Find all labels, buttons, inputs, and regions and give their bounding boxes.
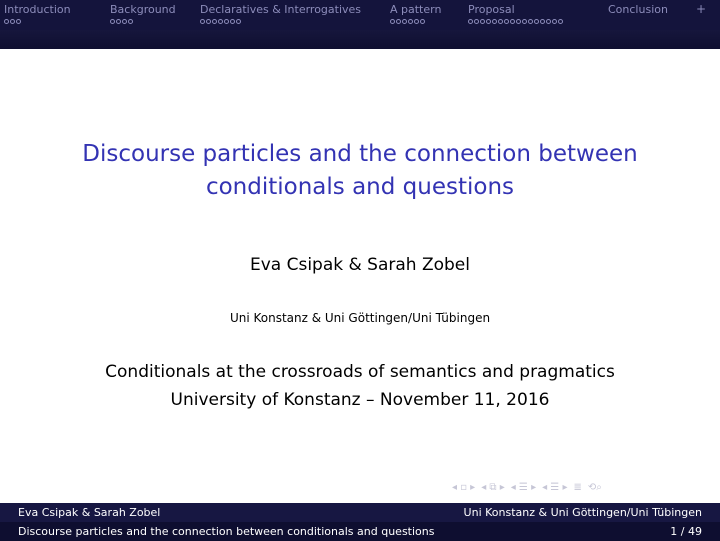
frame-dot[interactable] xyxy=(552,19,557,24)
frame-dot[interactable] xyxy=(200,19,205,24)
frame-dot[interactable] xyxy=(4,19,9,24)
frame-dot[interactable] xyxy=(546,19,551,24)
frame-dot[interactable] xyxy=(420,19,425,24)
frame-dot[interactable] xyxy=(492,19,497,24)
frame-dot[interactable] xyxy=(528,19,533,24)
frame-back-icon[interactable]: ◂ ▫ ▸ xyxy=(452,482,476,493)
frame-dot[interactable] xyxy=(128,19,133,24)
slide-institute: Uni Konstanz & Uni Göttingen/Uni Tübingen xyxy=(229,311,491,325)
footer-info-bar xyxy=(0,503,720,522)
frame-dot[interactable] xyxy=(510,19,515,24)
frame-dot[interactable] xyxy=(122,19,127,24)
nav-plus-icon[interactable]: + xyxy=(696,2,707,16)
section-nav-icon[interactable]: ◂ ☰ ▸ xyxy=(510,482,537,493)
nav-dots-declaratives-interrogatives[interactable] xyxy=(200,19,241,24)
frame-dot[interactable] xyxy=(402,19,407,24)
frame-dot[interactable] xyxy=(218,19,223,24)
frame-dot[interactable] xyxy=(16,19,21,24)
presentation-nav-icon[interactable]: ◂ ☰ ▸ xyxy=(542,482,568,493)
toc-icon[interactable]: ≣ xyxy=(573,482,582,493)
frame-dot[interactable] xyxy=(224,19,229,24)
nav-section-background[interactable]: Background xyxy=(110,3,176,16)
frame-dot[interactable] xyxy=(534,19,539,24)
subsection-nav-icon[interactable]: ◂ ⧉ ▸ xyxy=(481,482,505,493)
frame-dot[interactable] xyxy=(498,19,503,24)
frame-dot[interactable] xyxy=(230,19,235,24)
footer-authors: Eva Csipak & Sarah Zobel xyxy=(18,506,161,519)
nav-section-conclusion[interactable]: Conclusion xyxy=(608,3,668,16)
nav-section-proposal[interactable]: Proposal xyxy=(468,3,515,16)
frame-dot[interactable] xyxy=(206,19,211,24)
nav-section-declaratives-interrogatives[interactable]: Declaratives & Interrogatives xyxy=(200,3,362,16)
frame-dot[interactable] xyxy=(540,19,545,24)
frame-dot[interactable] xyxy=(522,19,527,24)
footer-institute: Uni Konstanz & Uni Göttingen/Uni Tübingen xyxy=(463,506,702,519)
footer-title-bar xyxy=(0,522,720,541)
nav-dots-introduction[interactable] xyxy=(4,19,21,24)
frame-dot[interactable] xyxy=(212,19,217,24)
frame-dot[interactable] xyxy=(468,19,473,24)
nav-dots-background[interactable] xyxy=(110,19,133,24)
frame-dot[interactable] xyxy=(558,19,563,24)
header-navigation-bar xyxy=(0,0,720,30)
frame-dot[interactable] xyxy=(474,19,479,24)
nav-dots-a-pattern[interactable] xyxy=(390,19,425,24)
frame-dot[interactable] xyxy=(414,19,419,24)
slide-title-line-2: conditionals and questions xyxy=(205,174,515,200)
slide-authors: Eva Csipak & Sarah Zobel xyxy=(249,255,470,275)
frame-dot[interactable] xyxy=(516,19,521,24)
slide-event xyxy=(0,358,720,414)
frame-dot[interactable] xyxy=(408,19,413,24)
nav-dots-proposal[interactable] xyxy=(468,19,563,24)
frame-dot[interactable] xyxy=(390,19,395,24)
frame-dot[interactable] xyxy=(396,19,401,24)
frame-dot[interactable] xyxy=(236,19,241,24)
frame-dot[interactable] xyxy=(504,19,509,24)
slide-title-line-1: Discourse particles and the connection between xyxy=(82,141,638,167)
footer-title: Discourse particles and the connection between conditionals and questions xyxy=(18,525,435,538)
nav-section-introduction[interactable]: Introduction xyxy=(4,3,71,16)
frame-dot[interactable] xyxy=(110,19,115,24)
search-icon[interactable]: ⟲⌕ xyxy=(587,482,602,493)
beamer-navigation-symbols xyxy=(452,482,602,493)
slide-event-line-1: Conditionals at the crossroads of semantics and pragmatics xyxy=(105,362,615,382)
frame-dot[interactable] xyxy=(10,19,15,24)
footer-page-number: 1 / 49 xyxy=(670,525,702,538)
frame-dot[interactable] xyxy=(116,19,121,24)
nav-section-a-pattern[interactable]: A pattern xyxy=(390,3,442,16)
frame-dot[interactable] xyxy=(486,19,491,24)
slide-title xyxy=(0,138,720,204)
frame-dot[interactable] xyxy=(480,19,485,24)
slide-event-line-2: University of Konstanz – November 11, 2016 xyxy=(170,390,550,410)
header-strip xyxy=(0,30,720,49)
